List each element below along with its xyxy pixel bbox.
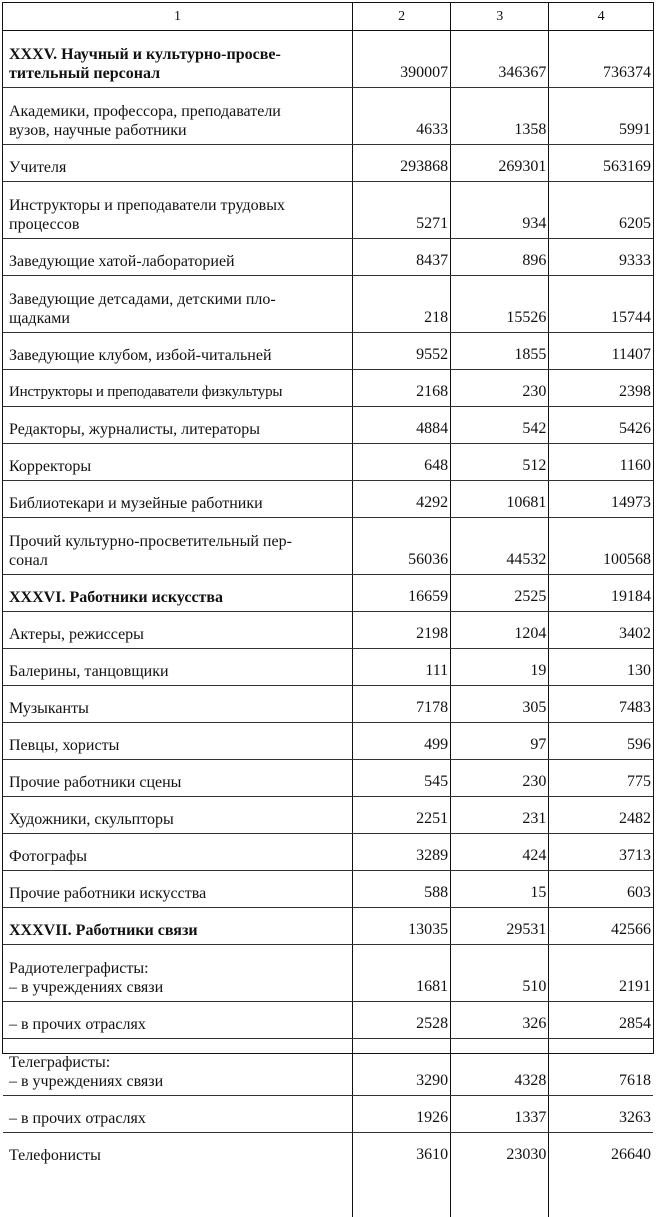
row-label <box>3 444 353 481</box>
cell-col-2: 3289 <box>353 834 451 871</box>
row-label-line-1: Инструкторы и преподаватели физкультуры <box>9 384 283 400</box>
row-label <box>3 575 353 612</box>
row-label <box>3 760 353 797</box>
table-row <box>3 723 653 760</box>
cell-col-3: 326 <box>451 1002 549 1039</box>
table-row <box>3 1002 653 1039</box>
row-label <box>3 908 353 945</box>
cell-col-2: 499 <box>353 723 451 760</box>
cell-col-4: 736374 <box>549 31 653 88</box>
cell-col-2: 2198 <box>353 612 451 649</box>
cell-col-3: 1855 <box>451 333 549 370</box>
cell-col-3: 1204 <box>451 612 549 649</box>
table-row <box>3 182 653 239</box>
cell-col-3: 512 <box>451 444 549 481</box>
cell-col-3: 19 <box>451 649 549 686</box>
table-row <box>3 407 653 444</box>
cell-col-4: 19184 <box>549 575 653 612</box>
cell-col-4: 2482 <box>549 797 653 834</box>
row-label-line-2: щадками <box>9 310 70 327</box>
row-label-line-1: XXXVII. Работники связи <box>9 922 198 939</box>
cell-col-3: 1337 <box>451 1096 549 1133</box>
row-label-line-1: Учителя <box>9 159 67 176</box>
table-row <box>3 834 653 871</box>
cell-col-2: 56036 <box>353 518 451 575</box>
cell-col-3: 97 <box>451 723 549 760</box>
row-label-line-1: Прочий культурно-просветительный пер- <box>9 533 292 550</box>
column-header-1: 1 <box>3 3 353 31</box>
row-label <box>3 1039 353 1096</box>
cell-col-3: 44532 <box>451 518 549 575</box>
cell-col-2: 293868 <box>353 145 451 182</box>
row-label-line-2: сонал <box>9 552 48 569</box>
table-row-section-xxxv <box>3 31 653 88</box>
table-row <box>3 239 653 276</box>
row-label <box>3 182 353 239</box>
cell-col-3: 15 <box>451 871 549 908</box>
cell-col-4: 2191 <box>549 945 653 1002</box>
row-label <box>3 649 353 686</box>
row-label-line-1: Библиотекари и музейные работники <box>9 495 263 512</box>
row-label-line-2: – в учреждениях связи <box>9 979 164 996</box>
filler-cell <box>549 1169 653 1217</box>
row-label <box>3 31 353 88</box>
row-label-line-1: Заведующие детсадами, детскими пло- <box>9 291 276 308</box>
table-row <box>3 945 653 1002</box>
row-label-line-1: Инструкторы и преподаватели трудовых <box>9 197 285 214</box>
row-label-line-1: Актеры, режиссеры <box>9 626 144 643</box>
cell-col-2: 545 <box>353 760 451 797</box>
table-header-row <box>3 3 653 31</box>
cell-col-3: 10681 <box>451 481 549 518</box>
cell-col-4: 11407 <box>549 333 653 370</box>
cell-col-3: 424 <box>451 834 549 871</box>
cell-col-3: 15526 <box>451 276 549 333</box>
cell-col-4: 1160 <box>549 444 653 481</box>
row-label-line-2: тительный персонал <box>9 65 161 82</box>
cell-col-3: 542 <box>451 407 549 444</box>
row-label <box>3 871 353 908</box>
row-label <box>3 88 353 145</box>
row-label <box>3 1133 353 1170</box>
cell-col-3: 346367 <box>451 31 549 88</box>
row-label-line-1: Певцы, хористы <box>9 737 120 754</box>
row-label <box>3 1096 353 1133</box>
cell-col-2: 4633 <box>353 88 451 145</box>
column-header-4: 4 <box>549 3 653 31</box>
row-label-line-1: Прочие работники сцены <box>9 774 182 791</box>
cell-col-4: 2398 <box>549 370 653 407</box>
table-row <box>3 1096 653 1133</box>
cell-col-4: 7618 <box>549 1039 653 1096</box>
cell-col-2: 7178 <box>353 686 451 723</box>
cell-col-4: 5426 <box>549 407 653 444</box>
cell-col-2: 13035 <box>353 908 451 945</box>
row-label-line-2: вузов, научные работники <box>9 122 187 139</box>
row-label <box>3 333 353 370</box>
cell-col-3: 269301 <box>451 145 549 182</box>
table-row <box>3 518 653 575</box>
filler-cell <box>353 1169 451 1217</box>
cell-col-4: 3402 <box>549 612 653 649</box>
cell-col-3: 934 <box>451 182 549 239</box>
cell-col-4: 2854 <box>549 1002 653 1039</box>
row-label-line-1: Телеграфисты: <box>9 1054 111 1071</box>
cell-col-4: 5991 <box>549 88 653 145</box>
row-label-line-1: – в прочих отраслях <box>9 1110 146 1127</box>
cell-col-4: 7483 <box>549 686 653 723</box>
row-label <box>3 370 353 407</box>
table-row <box>3 276 653 333</box>
row-label-line-1: Телефонисты <box>9 1147 101 1164</box>
cell-col-3: 2525 <box>451 575 549 612</box>
cell-col-3: 510 <box>451 945 549 1002</box>
cell-col-2: 111 <box>353 649 451 686</box>
cell-col-4: 563169 <box>549 145 653 182</box>
cell-col-2: 16659 <box>353 575 451 612</box>
cell-col-2: 4884 <box>353 407 451 444</box>
statistics-table-page <box>2 2 654 1164</box>
cell-col-2: 9552 <box>353 333 451 370</box>
cell-col-3: 896 <box>451 239 549 276</box>
cell-col-2: 8437 <box>353 239 451 276</box>
cell-col-2: 2528 <box>353 1002 451 1039</box>
row-label-line-1: Фотографы <box>9 848 87 865</box>
row-label <box>3 612 353 649</box>
table-row <box>3 1039 653 1096</box>
cell-col-4: 26640 <box>611 1146 651 1163</box>
table-row-section-xxxvi <box>3 575 653 612</box>
table-row <box>3 333 653 370</box>
row-label <box>3 723 353 760</box>
cell-col-2: 218 <box>353 276 451 333</box>
row-label <box>3 945 353 1002</box>
table-filler-row <box>3 1169 653 1217</box>
table-row <box>3 760 653 797</box>
filler-cell <box>451 1169 549 1217</box>
row-label-line-1: Редакторы, журналисты, литераторы <box>9 421 261 438</box>
table-row <box>3 145 653 182</box>
occupation-statistics-table <box>3 3 653 1217</box>
column-header-3: 3 <box>451 3 549 31</box>
cell-col-4: 15744 <box>549 276 653 333</box>
table-row <box>3 444 653 481</box>
row-label <box>3 481 353 518</box>
cell-col-4: 6205 <box>549 182 653 239</box>
table-row <box>3 481 653 518</box>
cell-col-2: 2168 <box>353 370 451 407</box>
cell-col-2: 5271 <box>353 182 451 239</box>
cell-col-4: 3263 <box>549 1096 653 1133</box>
cell-col-4: 3713 <box>549 834 653 871</box>
cell-col-4: 42566 <box>549 908 653 945</box>
row-label-line-1: Балерины, танцовщики <box>9 663 169 680</box>
cell-col-2: 2251 <box>353 797 451 834</box>
cell-col-4: 14973 <box>549 481 653 518</box>
row-label-line-2: процессов <box>9 216 80 233</box>
cell-col-2: 4292 <box>353 481 451 518</box>
row-label <box>3 1002 353 1039</box>
cell-col-2: 588 <box>353 871 451 908</box>
row-label <box>3 276 353 333</box>
cell-col-3: 4328 <box>451 1039 549 1096</box>
cell-col-4: 603 <box>549 871 653 908</box>
row-label <box>3 145 353 182</box>
row-label-line-1: XXXV. Научный и культурно-просве- <box>9 46 281 63</box>
column-header-2: 2 <box>353 3 451 31</box>
row-label <box>3 518 353 575</box>
cell-col-2: 3610 <box>353 1133 451 1170</box>
row-label-line-1: Радиотелеграфисты: <box>9 960 149 977</box>
filler-cell <box>3 1169 353 1217</box>
table-row <box>3 1133 653 1170</box>
row-label <box>3 797 353 834</box>
table-row <box>3 649 653 686</box>
row-label-line-1: Художники, скульпторы <box>9 811 174 828</box>
row-label <box>3 686 353 723</box>
cell-col-3: 305 <box>451 686 549 723</box>
table-row <box>3 797 653 834</box>
row-label-line-1: Музыканты <box>9 700 89 717</box>
cell-col-3: 230 <box>451 370 549 407</box>
row-label <box>3 834 353 871</box>
cell-col-4: 100568 <box>549 518 653 575</box>
row-label-line-1: Прочие работники искусства <box>9 885 207 902</box>
row-label-line-1: Заведующие клубом, избой-читальней <box>9 347 272 364</box>
row-label <box>3 239 353 276</box>
cell-col-3: 29531 <box>451 908 549 945</box>
cell-col-2: 648 <box>353 444 451 481</box>
row-label-line-2: – в учреждениях связи <box>9 1073 164 1090</box>
row-label-line-1: XXXVI. Работники искусства <box>9 589 224 606</box>
cell-col-4: 9333 <box>549 239 653 276</box>
table-row-section-xxxvii <box>3 908 653 945</box>
cell-col-3: 1358 <box>451 88 549 145</box>
row-label-line-1: Корректоры <box>9 458 92 475</box>
cell-col-4: 596 <box>549 723 653 760</box>
cell-col-2: 3290 <box>353 1039 451 1096</box>
cell-col-3: 230 <box>451 760 549 797</box>
row-label-line-1: Академики, профессора, преподаватели <box>9 103 281 120</box>
cell-col-3: 231 <box>451 797 549 834</box>
cell-col-3: 23030 <box>451 1133 549 1170</box>
cell-col-2: 390007 <box>353 31 451 88</box>
table-row <box>3 88 653 145</box>
table-row <box>3 871 653 908</box>
table-row <box>3 686 653 723</box>
cell-col-2: 1681 <box>353 945 451 1002</box>
table-row <box>3 612 653 649</box>
table-row <box>3 370 653 407</box>
row-label-line-1: – в прочих отраслях <box>9 1016 146 1033</box>
row-label-line-1: Заведующие хатой-лабораторией <box>9 253 235 270</box>
cell-col-4: 130 <box>549 649 653 686</box>
row-label <box>3 407 353 444</box>
cell-col-2: 1926 <box>353 1096 451 1133</box>
cell-col-4: 775 <box>549 760 653 797</box>
